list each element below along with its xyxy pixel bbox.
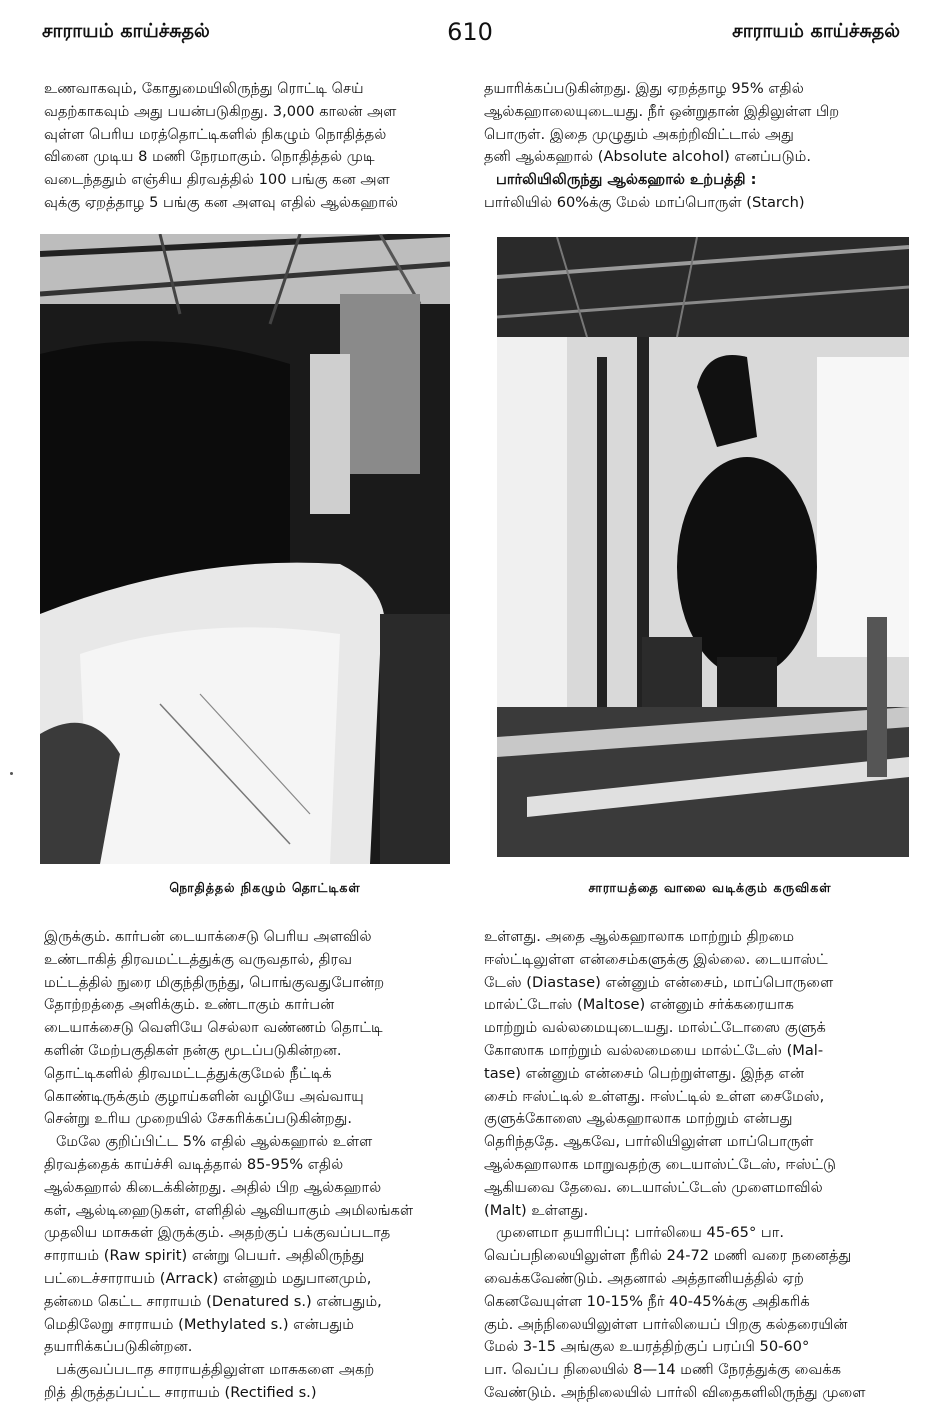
text-line: முதலிய மாசுகள் இருக்கும். அதற்குப் பக்குவப்படாத — [44, 1224, 391, 1242]
text-line: ஆல்கஹாலையுடையது. நீர் ஒன்றுதான் இதிலுள்ள பிற — [484, 102, 840, 120]
text-line: பா. வெப்ப நிலையில் 8—14 மணி நேரத்துக்கு வைக்க — [484, 1361, 842, 1379]
text-line: தயாரிக்கப்படுகின்றன. — [44, 1338, 193, 1356]
text-line: மால்ட்டோஸ் (Maltose) என்னும் சர்க்கரையாக — [484, 996, 794, 1014]
distillation-apparatus-photo — [497, 237, 909, 857]
text-line: றித் திருத்தப்பட்ட சாராயம் (Rectified s.) — [44, 1383, 317, 1401]
text-line: மேலே குறிப்பிட்ட 5% எதில் ஆல்கஹால் உள்ள — [56, 1133, 373, 1151]
text-line: உள்ளது. அதை ஆல்கஹாலாக மாற்றும் திறமை — [484, 928, 795, 945]
text-line: கெனவேயுள்ள 10-15% நீர் 40-45%க்கு அதிகரிக் — [484, 1292, 810, 1310]
text-line: உணவாகவும், கோதுமையிலிருந்து ரொட்டி செய் — [44, 80, 364, 97]
text-line: ஆல்கஹால் கிடைக்கின்றது. அதில் பிற ஆல்கஹால் — [44, 1178, 382, 1196]
text-line: வைக்கவேண்டும். அதனால் அத்தானியத்தில் ஏற் — [484, 1269, 804, 1287]
running-head-left: சாராயம் காய்ச்சுதல் — [42, 20, 210, 42]
text-line: மட்டத்தில் நுரை மிகுந்திருந்து, பொங்குவதுபோன்ற — [44, 973, 385, 991]
text-line: வதற்காகவும் அது பயன்படுகிறது. 3,000 காலன் அள — [44, 102, 397, 120]
text-line: வுக்கு ஏறத்தாழ 5 பங்கு கன அளவு எதில் ஆல்கஹால் — [44, 193, 398, 211]
text-line: (Malt) உள்ளது. — [484, 1201, 589, 1219]
running-head-right: சாராயம் காய்ச்சுதல் — [732, 20, 900, 42]
text-line: tase) என்னும் என்சைம் பெற்றுள்ளது. இந்த என் — [484, 1064, 805, 1082]
text-line: தோற்றத்தை அளிக்கும். உண்டாகும் கார்பன் — [44, 996, 335, 1014]
right-photo-caption: சாராயத்தை வாலை வடிக்கும் கருவிகள் — [588, 880, 832, 895]
text-line: தன்மை கெட்ட சாராயம் (Denatured s.) என்பதும், — [44, 1292, 382, 1310]
section-heading: பார்லியிலிருந்து ஆல்கஹால் உற்பத்தி : — [496, 171, 757, 189]
fermentation-vats-photo — [40, 234, 450, 864]
left-column-top-text — [44, 78, 470, 215]
text-line: பட்டைச்சாராயம் (Arrack) என்னும் மதுபானமும், — [44, 1269, 372, 1287]
text-line: தனி ஆல்கஹால் (Absolute alcohol) எனப்படும். — [484, 148, 812, 166]
text-line: பக்குவப்படாத சாராயத்திலுள்ள மாசுகளை அகற் — [56, 1361, 375, 1379]
text-line: வெப்பநிலையிலுள்ள நீரில் 24-72 மணி வரை நனைத்து — [484, 1247, 852, 1265]
text-line: உண்டாகித் திரவமட்டத்துக்கு வருவதால், திரவ — [44, 950, 353, 968]
text-line: குளுக்கோஸை ஆல்கஹாலாக மாற்றும் என்பது — [484, 1110, 793, 1128]
text-line: தெரிந்ததே. ஆகவே, பார்லியிலுள்ள மாப்பொருள் — [484, 1133, 814, 1151]
left-photo-caption: நொதித்தல் நிகழும் தொட்டிகள் — [169, 880, 361, 895]
text-line: தொட்டிகளில் திரவமட்டத்துக்குமேல் நீட்டிக் — [44, 1064, 332, 1082]
page-number: 610 — [447, 18, 493, 46]
text-line: திரவத்தைக் காய்ச்சி வடித்தால் 85-95% எதில் — [44, 1155, 344, 1173]
text-line: பார்லியில் 60%க்கு மேல் மாப்பொருள் (Starch) — [484, 193, 805, 211]
text-line: டேஸ் (Diastase) என்னும் என்சைம், மாப்பொருளை — [484, 973, 834, 991]
text-line: கோஸாக மாற்றும் வல்லமையை மால்ட்டேஸ் (Mal- — [484, 1041, 824, 1059]
left-column-bottom-text — [44, 926, 470, 1405]
text-line: வேண்டும். அந்நிலையில் பார்லி விதைகளிலிருந்து முளை — [484, 1383, 866, 1401]
right-column-bottom-text — [484, 926, 904, 1405]
text-line: பொருள். இதை முழுதும் அகற்றிவிட்டால் அது — [484, 125, 794, 143]
text-line: சைம் ஈஸ்ட்டில் உள்ளது. ஈஸ்ட்டில் உள்ள சைமேஸ், — [484, 1087, 825, 1105]
text-line: இருக்கும். கார்பன் டையாக்சைடு பெரிய அளவில் — [44, 928, 372, 945]
text-line: கொண்டிருக்கும் குழாய்களின் வழியே அவ்வாயு — [44, 1087, 364, 1105]
text-line: மாற்றும் வல்லமையுடையது. மால்ட்டோஸை குளுக் — [484, 1019, 826, 1037]
text-line: களின் மேற்பகுதிகள் நன்கு மூடப்படுகின்றன. — [44, 1041, 342, 1059]
text-line: தயாரிக்கப்படுகின்றது. இது ஏறத்தாழ 95% எதில் — [484, 80, 804, 97]
text-line: டையாக்சைடு வெளியே செல்லா வண்ணம் தொட்டி — [44, 1019, 383, 1037]
text-line: மேல் 3-15 அங்குல உயரத்திற்குப் பரப்பி 50-60° — [484, 1338, 810, 1356]
text-line: ஆகியவை தேவை. டையாஸ்ட்டேஸ் முளைமாவில் — [484, 1178, 823, 1196]
text-line: வடைந்ததும் எஞ்சிய திரவத்தில் 100 பங்கு கன அள — [44, 171, 390, 189]
text-line: முளைமா தயாரிப்பு: பார்லியை 45-65° பா. — [496, 1224, 785, 1242]
text-line: மெதிலேறு சாராயம் (Methylated s.) என்பதும் — [44, 1315, 354, 1333]
text-line: கும். அந்நிலையிலுள்ள பார்லியைப் பிறகு கல்தரையின் — [484, 1315, 848, 1333]
text-line: ஆல்கஹாலாக மாறுவதற்கு டையாஸ்ட்டேஸ், ஈஸ்ட்டு — [484, 1155, 837, 1173]
scan-speck — [10, 772, 13, 775]
text-line: சாராயம் (Raw spirit) என்று பெயர். அதிலிருந்து — [44, 1247, 365, 1265]
text-line: வுள்ள பெரிய மரத்தொட்டிகளில் நிகழும் நொதித்தல் — [44, 125, 387, 143]
text-line: கள், ஆல்டிஹைடுகள், எளிதில் ஆவியாகும் அமிலங்கள் — [44, 1201, 414, 1219]
right-column-top-text — [484, 78, 904, 215]
text-line: சென்று உரிய முறையில் சேகரிக்கப்படுகின்றது. — [44, 1110, 353, 1128]
text-line: வினை முடிய 8 மணி நேரமாகும். நொதித்தல் முடி — [44, 148, 375, 166]
text-line: ஈஸ்ட்டிலுள்ள என்சைம்களுக்கு இல்லை. டையாஸ்ட் — [484, 950, 828, 968]
